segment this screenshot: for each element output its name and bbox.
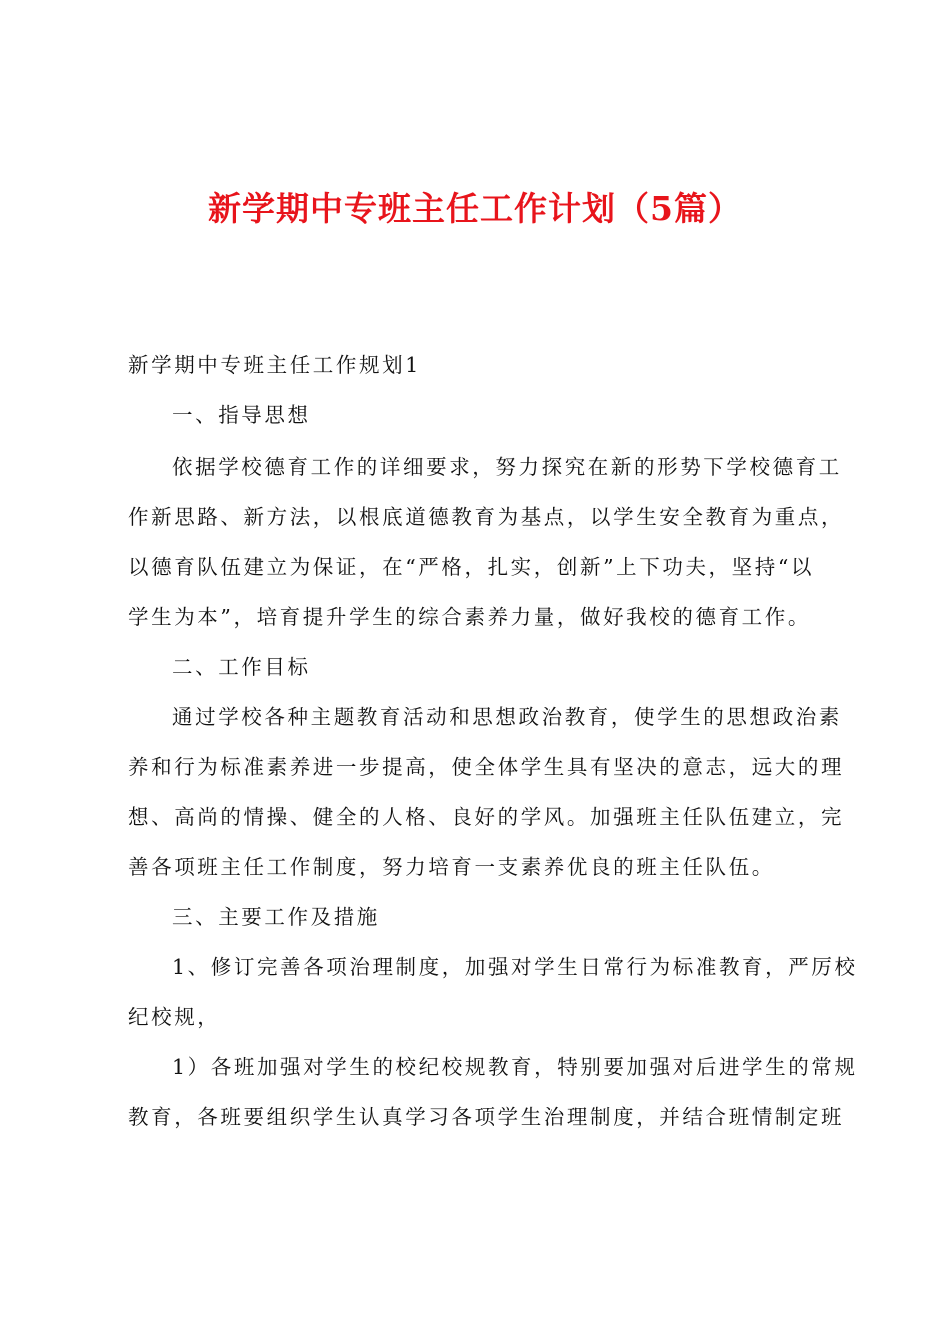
- document-title: 新学期中专班主任工作计划（5篇）: [208, 189, 742, 228]
- paragraph-line: 纪校规，: [128, 1005, 221, 1029]
- paragraph-line: 学生为本”，培育提升学生的综合素养力量，做好我校的德育工作。: [128, 605, 811, 629]
- paragraph-line: 想、高尚的情操、健全的人格、良好的学风。加强班主任队伍建立，完: [128, 805, 845, 829]
- paragraph-line: 1）各班加强对学生的校纪校规教育，特别要加强对后进学生的常规: [172, 1055, 858, 1079]
- paragraph-line: 以德育队伍建立为保证，在“严格，扎实，创新”上下功夫，坚持“以: [128, 555, 815, 579]
- heading-work-goals: 二、工作目标: [172, 655, 311, 679]
- paragraph-line: 善各项班主任工作制度，努力培育一支素养优良的班主任队伍。: [128, 855, 775, 879]
- paragraph-line: 1、修订完善各项治理制度，加强对学生日常行为标准教育，严厉校: [172, 955, 858, 979]
- section-heading-plan-1: 新学期中专班主任工作规划1: [128, 353, 421, 377]
- heading-guiding-thought: 一、指导思想: [172, 403, 311, 427]
- paragraph-line: 教育，各班要组织学生认真学习各项学生治理制度，并结合班情制定班: [128, 1105, 845, 1129]
- paragraph-line: 养和行为标准素养进一步提高，使全体学生具有坚决的意志，远大的理: [128, 755, 845, 779]
- paragraph-line: 通过学校各种主题教育活动和思想政治教育，使学生的思想政治素: [172, 705, 842, 729]
- paragraph-line: 作新思路、新方法，以根底道德教育为基点，以学生安全教育为重点，: [128, 505, 845, 529]
- paragraph-line: 依据学校德育工作的详细要求，努力探究在新的形势下学校德育工: [172, 455, 842, 479]
- heading-main-work-measures: 三、主要工作及措施: [172, 905, 380, 929]
